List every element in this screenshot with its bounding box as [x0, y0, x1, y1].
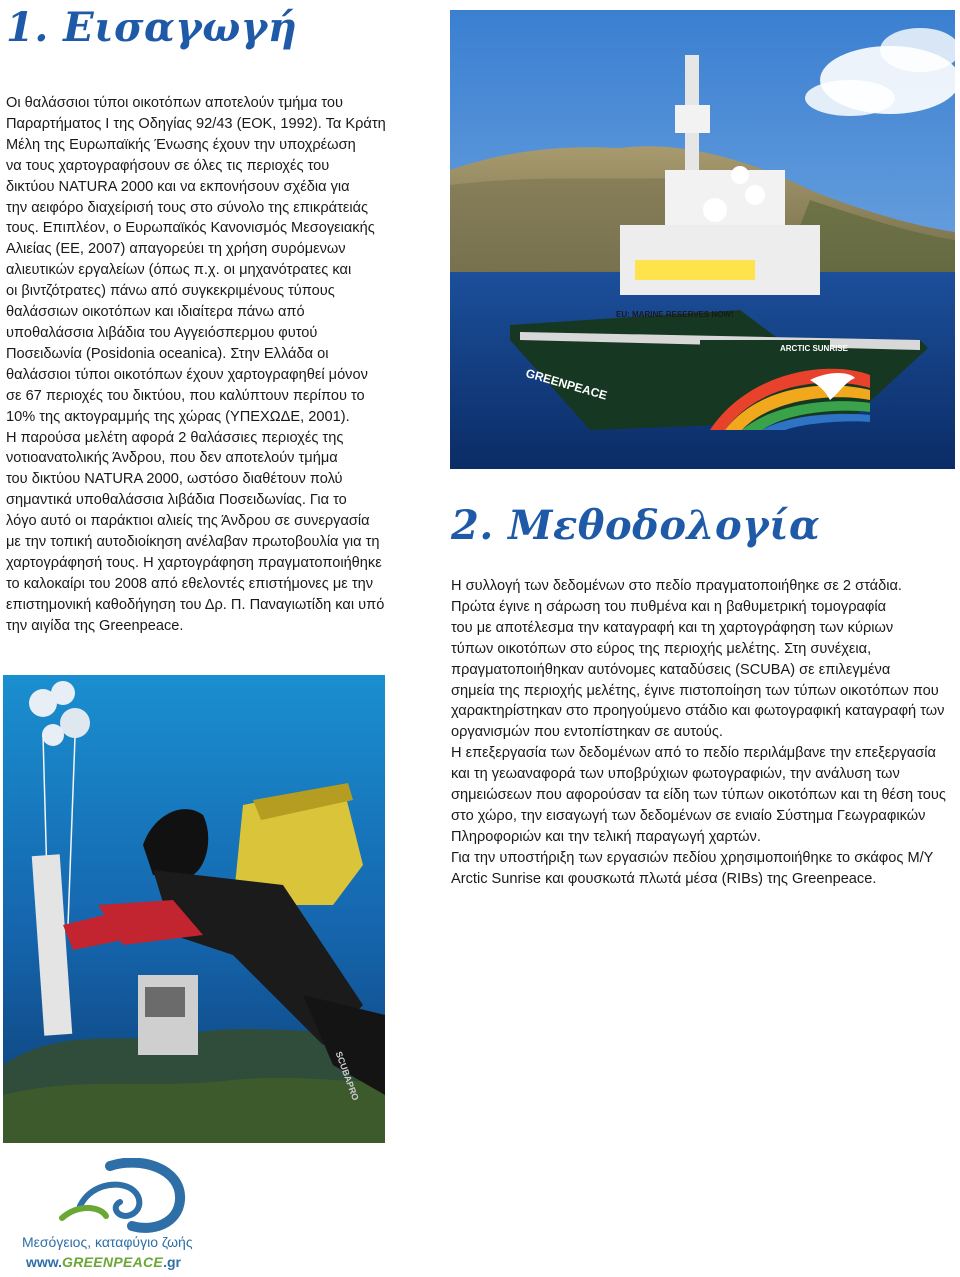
intro-text-line: την αιγίδα της Greenpeace. [6, 617, 184, 634]
logo-site-brand: GREENPEACE [62, 1254, 164, 1270]
intro-text-line: να τους χαρτογραφήσουν σε όλες τις περιοχές του [6, 157, 330, 174]
introduction-text [6, 93, 406, 637]
intro-text-line: θαλάσσιων οικοτόπων και ιδιαίτερα πάνω από [6, 304, 305, 321]
greenpeace-logo [22, 1158, 222, 1273]
methodology-text-line: Η επεξεργασία των δεδομένων από το πεδίο περιλάμβανε την επεξεργασία [451, 745, 936, 762]
intro-text-line: τους. Επιπλέον, ο Ευρωπαϊκός Κανονισμός Μεσογειακής [6, 220, 375, 237]
intro-text-line: 10% της ακτογραμμής της χώρας (ΥΠΕΧΩΔΕ, 2001). [6, 408, 350, 425]
logo-site-prefix: www. [26, 1254, 63, 1270]
methodology-text-line: σημεία της περιοχής μελέτης, έγινε πιστοποίηση των τύπων οικοτόπων που [451, 682, 939, 699]
ship-banner-text: EU: MARINE RESERVES NOW! [616, 310, 734, 319]
methodology-text [451, 576, 956, 890]
intro-text-line: θαλάσσιοι τύποι οικοτόπων έχουν χαρτογραφηθεί μόνον [6, 366, 368, 383]
methodology-text-line: τύπων οικοτόπων στο εύρος της περιοχής μελέτης. Στη συνέχεια, [451, 640, 872, 657]
methodology-text-line: στο χώρο, την εισαγωγή των δεδομένων σε ενιαίο Σύστημα Γεωγραφικών [451, 807, 926, 824]
logo-website [26, 1254, 181, 1270]
intro-text-line: την αειφόρο διαχείρισή τους στο σύνολο της επικράτειάς [6, 199, 369, 216]
methodology-text-line: Πληροφοριών και την τελική παραγωγή χαρτών. [451, 828, 761, 845]
intro-text-line: Αλιείας (ΕΕ, 2007) απαγορεύει τη χρήση συρόμενων [6, 241, 346, 258]
intro-text-line: σε 67 περιοχές του δικτύου, που καλύπτουν περίπου το [6, 387, 365, 404]
intro-text-line: δικτύου NATURA 2000 και να εκπονήσουν σχέδια για [6, 178, 350, 195]
intro-text-line: του δικτύου NATURA 2000, ωστόσο διαθέτουν πολύ [6, 471, 343, 488]
wave-emblem-icon [22, 1158, 222, 1236]
intro-text-line: επιστημονική καθοδήγηση του Δρ. Π. Παναγιωτίδη και υπό [6, 596, 385, 613]
intro-text-line: Οι θαλάσσιοι τύποι οικοτόπων αποτελούν τμήμα του [6, 95, 343, 111]
ship-photo [450, 10, 955, 469]
intro-text-line: λόγο αυτό οι παράκτιοι αλιείς της Άνδρου σε συνεργασία [6, 513, 370, 530]
methodology-text-line: Η συλλογή των δεδομένων στο πεδίο πραγματοποιήθηκε σε 2 στάδια. [451, 578, 902, 594]
intro-text-line: Παραρτήματος Ι της Οδηγίας 92/43 (ΕΟΚ, 1992). Τα Κράτη [6, 115, 386, 132]
intro-text-line: οι βιντζότρατες) πάνω από συγκεκριμένους τύπους [6, 283, 335, 300]
intro-text-line: νοτιοανατολικής Άνδρου, που δεν αποτελούν τμήμα [6, 450, 338, 467]
ship-hull-brand: GREENPEACE [524, 366, 609, 403]
methodology-text-line: χαρακτηρίστηκαν στο προηγούμενο στάδιο και φωτογραφική καταγραφή των [451, 703, 945, 720]
section-2-title: 2. Μεθοδολογία [451, 502, 821, 549]
intro-text-line: χαρτογράφησή τους. Η χαρτογράφηση πραγματοποιήθηκε [6, 554, 382, 571]
methodology-text-line: και τη γεωαναφορά των υποβρύχιων φωτογραφιών, την ανάλυση των [451, 766, 900, 783]
ship-name-text: ARCTIC SUNRISE [780, 344, 849, 353]
intro-text-line: το καλοκαίρι του 2008 από εθελοντές επιστήμονες με την [6, 575, 374, 592]
logo-site-suffix: .gr [163, 1254, 181, 1270]
intro-text-line: υποθαλάσσια λιβάδια του Αγγειόσπερμου φυτού [6, 324, 318, 341]
diver-photo [3, 675, 385, 1143]
logo-slogan: Μεσόγειος, καταφύγιο ζωής [22, 1234, 193, 1250]
methodology-text-line: Για την υποστήριξη των εργασιών πεδίου χρησιμοποιήθηκε το σκάφος Μ/Υ [451, 849, 934, 866]
intro-text-line: Ποσειδωνία (Posidonia oceanica). Στην Ελλάδα οι [6, 345, 329, 362]
methodology-text-line: του με αποτέλεσμα την καταγραφή και τη χαρτογράφηση των κύριων [451, 619, 894, 636]
intro-text-line: σημαντικά υποθαλάσσια λιβάδια Ποσειδωνίας. Για το [6, 492, 347, 509]
methodology-text-line: σημειώσεων που αφορούσαν τα είδη των τύπων οικοτόπων και τη θέση τους [451, 787, 946, 804]
intro-text-line: Μέλη της Ευρωπαϊκής Ένωσης έχουν την υποχρέωση [6, 136, 356, 153]
methodology-text-line: Πρώτα έγινε η σάρωση του πυθμένα και η βαθυμετρική τομογραφία [451, 598, 887, 615]
methodology-text-line: οργανισμών που εντοπίστηκαν σε αυτούς. [451, 724, 723, 741]
methodology-text-line: πραγματοποιήθηκαν αυτόνομες καταδύσεις (SCUBA) σε επιλεγμένα [451, 661, 891, 678]
intro-text-line: με την τοπική αυτοδιοίκηση ανέλαβαν πρωτοβουλία για τη [6, 534, 380, 551]
intro-text-line: Η παρούσα μελέτη αφορά 2 θαλάσσιες περιοχές της [6, 429, 344, 446]
fin-brand-text: SCUBAPRO [333, 1050, 361, 1102]
methodology-text-line: Arctic Sunrise και φουσκωτά πλωτά μέσα (RIBs) της Greenpeace. [451, 870, 877, 887]
intro-text-line: αλιευτικών εργαλείων (όπως π.χ. οι μηχανότρατες και [6, 262, 352, 279]
section-1-title: 1. Εισαγωγή [6, 4, 298, 51]
